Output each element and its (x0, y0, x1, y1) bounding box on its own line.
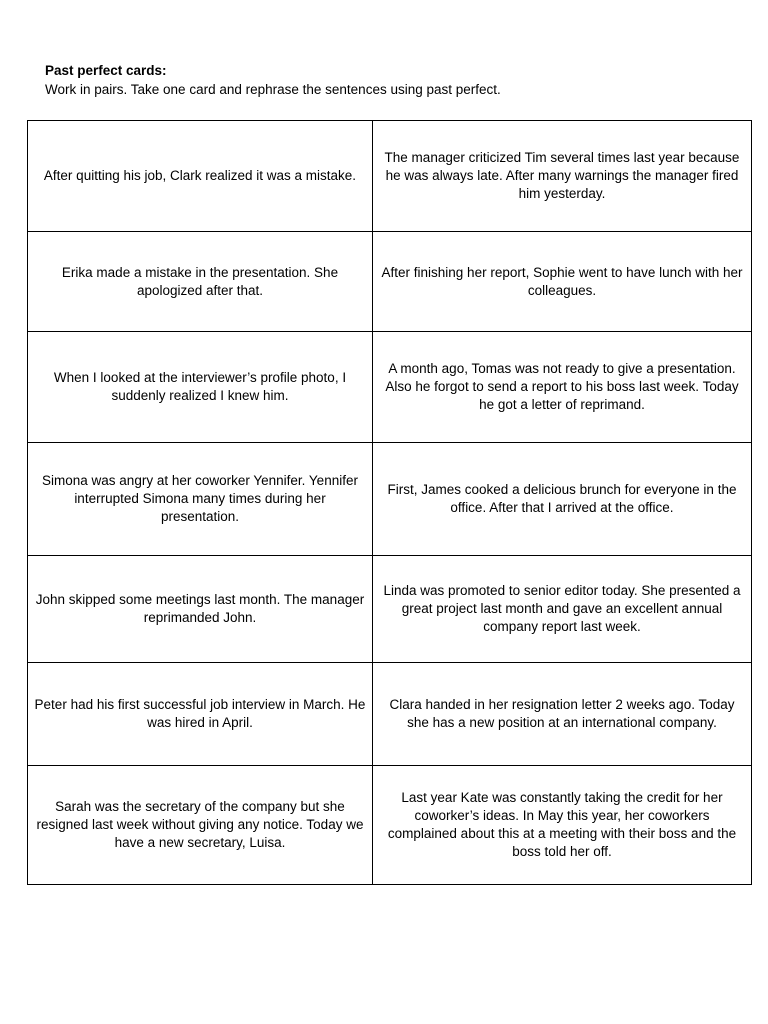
table-row (28, 232, 752, 332)
table-row (28, 443, 752, 556)
card-cell: After quitting his job, Clark realized it was a mistake. (28, 121, 373, 232)
card-cell: When I looked at the interviewer’s profile photo, I suddenly realized I knew him. (28, 332, 373, 443)
card-cell: After finishing her report, Sophie went to have lunch with her colleagues. (373, 232, 752, 332)
card-cell: John skipped some meetings last month. The manager reprimanded John. (28, 556, 373, 663)
table-row (28, 332, 752, 443)
card-cell: The manager criticized Tim several times last year because he was always late. After many warnings the manager fired him yesterday. (373, 121, 752, 232)
page-title: Past perfect cards: (45, 63, 167, 78)
table-row (28, 556, 752, 663)
card-cell: Clara handed in her resignation letter 2 weeks ago. Today she has a new position at an international company. (373, 663, 752, 766)
card-cell: Simona was angry at her coworker Yennifer. Yennifer interrupted Simona many times during her presentation. (28, 443, 373, 556)
card-cell: First, James cooked a delicious brunch for everyone in the office. After that I arrived at the office. (373, 443, 752, 556)
table-row (28, 121, 752, 232)
cards-table (27, 120, 752, 885)
card-cell: Erika made a mistake in the presentation. She apologized after that. (28, 232, 373, 332)
table-row (28, 766, 752, 885)
table-row (28, 663, 752, 766)
card-cell: Peter had his first successful job interview in March. He was hired in April. (28, 663, 373, 766)
instructions-text: Work in pairs. Take one card and rephrase the sentences using past perfect. (45, 82, 501, 97)
card-cell: A month ago, Tomas was not ready to give a presentation. Also he forgot to send a report to his boss last week. Today he got a letter of reprimand. (373, 332, 752, 443)
card-cell: Linda was promoted to senior editor today. She presented a great project last month and gave an excellent annual company report last week. (373, 556, 752, 663)
card-cell: Sarah was the secretary of the company but she resigned last week without giving any notice. Today we have a new secretary, Luisa. (28, 766, 373, 885)
card-cell: Last year Kate was constantly taking the credit for her coworker’s ideas. In May this year, her coworkers complained about this at a meeting with their boss and the boss told her off. (373, 766, 752, 885)
